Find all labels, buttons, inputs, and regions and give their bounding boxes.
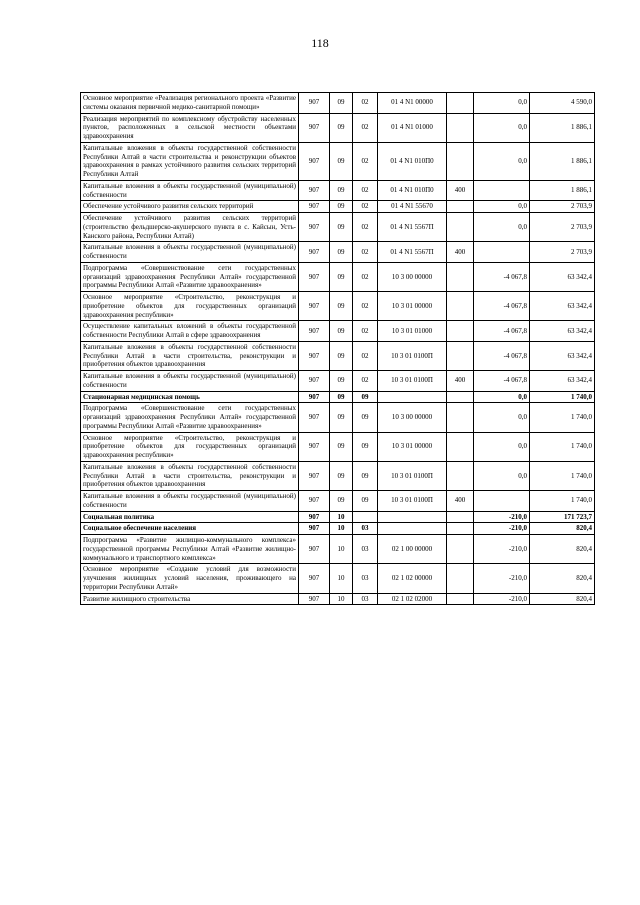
row-code-cell: 907 [299, 391, 330, 403]
row-type-cell [447, 113, 474, 142]
table-row [81, 321, 595, 342]
row-sum-cell: 171 723,7 [530, 511, 595, 523]
row-section-cell: 09 [330, 391, 353, 403]
row-name-cell: Подпрограмма «Совершенствование сети государственных организаций здравоохранения Республики Алтай» государственной программы Республики Алтай «Развитие здравоохранения» [81, 403, 299, 432]
row-subsection-cell: 02 [353, 213, 378, 242]
row-code-cell: 907 [299, 593, 330, 605]
row-change-cell: -4 067,8 [474, 371, 530, 392]
table-row [81, 180, 595, 201]
row-name-cell: Основное мероприятие «Строительство, реконструкция и приобретение объектов для государственных организаций здравоохранения республики» [81, 432, 299, 461]
row-name-cell: Основное мероприятие «Реализация регионального проекта «Развитие системы оказания первичной медико-санитарной помощи» [81, 93, 299, 114]
row-change-cell [474, 180, 530, 201]
row-sum-cell: 1 740,0 [530, 403, 595, 432]
row-subsection-cell: 02 [353, 201, 378, 213]
row-type-cell [447, 292, 474, 321]
table-body [81, 93, 595, 605]
row-sum-cell: 4 590,0 [530, 93, 595, 114]
budget-table [80, 92, 595, 605]
table-row [81, 491, 595, 512]
row-change-cell: -4 067,8 [474, 262, 530, 291]
row-subsection-cell: 03 [353, 535, 378, 564]
row-name-cell: Основное мероприятие «Строительство, реконструкция и приобретение объектов для государственных организаций здравоохранения республики» [81, 292, 299, 321]
row-sum-cell: 2 703,9 [530, 242, 595, 263]
row-code-cell: 907 [299, 564, 330, 593]
row-type-cell [447, 511, 474, 523]
table-row [81, 391, 595, 403]
row-name-cell: Подпрограмма «Совершенствование сети государственных организаций здравоохранения Республики Алтай» государственной программы Республики Алтай «Развитие здравоохранения» [81, 262, 299, 291]
row-section-cell: 10 [330, 511, 353, 523]
row-target-cell: 01 4 N1 01000 [378, 113, 447, 142]
row-section-cell: 09 [330, 93, 353, 114]
row-section-cell: 10 [330, 535, 353, 564]
row-name-cell: Капитальные вложения в объекты государственной собственности Республики Алтай в части строительства и реконструкции объектов здравоохранения в рамках устойчивого развития сельских территорий Республики Алтай [81, 142, 299, 180]
row-target-cell: 02 1 02 02000 [378, 593, 447, 605]
row-subsection-cell: 02 [353, 292, 378, 321]
row-target-cell: 01 4 N1 010П0 [378, 180, 447, 201]
table-row [81, 113, 595, 142]
row-target-cell: 10 3 01 0100П [378, 461, 447, 490]
row-target-cell: 02 1 00 00000 [378, 535, 447, 564]
row-code-cell: 907 [299, 523, 330, 535]
row-code-cell: 907 [299, 491, 330, 512]
row-change-cell: 0,0 [474, 201, 530, 213]
row-code-cell: 907 [299, 201, 330, 213]
row-subsection-cell: 02 [353, 180, 378, 201]
page-number: 118 [311, 36, 329, 50]
row-section-cell: 09 [330, 491, 353, 512]
row-subsection-cell: 02 [353, 142, 378, 180]
row-target-cell [378, 523, 447, 535]
row-section-cell: 09 [330, 142, 353, 180]
table-row [81, 523, 595, 535]
row-name-cell: Развитие жилищного строительства [81, 593, 299, 605]
row-type-cell [447, 142, 474, 180]
row-section-cell: 10 [330, 523, 353, 535]
row-type-cell: 400 [447, 371, 474, 392]
row-type-cell [447, 403, 474, 432]
row-name-cell: Капитальные вложения в объекты государственной собственности Республики Алтай в части строительства, реконструкции и приобретения объектов здравоохранения [81, 341, 299, 370]
row-sum-cell: 1 886,1 [530, 142, 595, 180]
row-section-cell: 10 [330, 593, 353, 605]
row-section-cell: 09 [330, 201, 353, 213]
row-target-cell [378, 511, 447, 523]
row-subsection-cell: 02 [353, 93, 378, 114]
row-sum-cell: 820,4 [530, 523, 595, 535]
row-subsection-cell: 09 [353, 461, 378, 490]
row-type-cell: 400 [447, 242, 474, 263]
row-code-cell: 907 [299, 93, 330, 114]
row-change-cell: -210,0 [474, 564, 530, 593]
row-type-cell [447, 213, 474, 242]
table-row [81, 292, 595, 321]
row-name-cell: Капитальные вложения в объекты государственной (муниципальной) собственности [81, 180, 299, 201]
row-subsection-cell: 03 [353, 523, 378, 535]
row-type-cell [447, 262, 474, 291]
row-type-cell: 400 [447, 491, 474, 512]
row-change-cell: -210,0 [474, 511, 530, 523]
row-type-cell [447, 523, 474, 535]
row-sum-cell: 1 886,1 [530, 180, 595, 201]
row-subsection-cell: 03 [353, 564, 378, 593]
row-code-cell: 907 [299, 432, 330, 461]
row-sum-cell: 1 886,1 [530, 113, 595, 142]
row-section-cell: 09 [330, 262, 353, 291]
row-target-cell: 01 4 N1 00000 [378, 93, 447, 114]
row-target-cell: 10 3 01 00000 [378, 432, 447, 461]
row-change-cell: 0,0 [474, 432, 530, 461]
table-row [81, 461, 595, 490]
table-row [81, 341, 595, 370]
table-row [81, 593, 595, 605]
row-target-cell: 10 3 00 00000 [378, 262, 447, 291]
row-target-cell: 10 3 00 00000 [378, 403, 447, 432]
row-name-cell: Капитальные вложения в объекты государственной собственности Республики Алтай в части строительства, реконструкции и приобретения объектов здравоохранения [81, 461, 299, 490]
table-row [81, 403, 595, 432]
row-subsection-cell: 03 [353, 593, 378, 605]
table-row [81, 93, 595, 114]
row-name-cell: Капитальные вложения в объекты государственной (муниципальной) собственности [81, 491, 299, 512]
row-target-cell: 01 4 N1 55670 [378, 201, 447, 213]
row-type-cell [447, 564, 474, 593]
row-section-cell: 10 [330, 564, 353, 593]
row-subsection-cell: 09 [353, 403, 378, 432]
row-subsection-cell: 02 [353, 113, 378, 142]
row-code-cell: 907 [299, 371, 330, 392]
row-code-cell: 907 [299, 262, 330, 291]
row-sum-cell: 2 703,9 [530, 201, 595, 213]
row-code-cell: 907 [299, 461, 330, 490]
row-sum-cell: 1 740,0 [530, 391, 595, 403]
table-row [81, 242, 595, 263]
row-name-cell: Реализация мероприятий по комплексному обустройству населенных пунктов, расположенных в сельской местности объектами здравоохранения [81, 113, 299, 142]
row-subsection-cell [353, 511, 378, 523]
row-subsection-cell: 09 [353, 491, 378, 512]
row-change-cell: 0,0 [474, 391, 530, 403]
row-type-cell [447, 321, 474, 342]
row-target-cell [378, 391, 447, 403]
row-subsection-cell: 09 [353, 432, 378, 461]
table-row [81, 511, 595, 523]
row-name-cell: Осуществление капитальных вложений в объекты государственной собственности Республики Алтай в сфере здравоохранения [81, 321, 299, 342]
row-type-cell [447, 391, 474, 403]
table-row [81, 432, 595, 461]
row-sum-cell: 63 342,4 [530, 371, 595, 392]
row-change-cell: -210,0 [474, 593, 530, 605]
row-code-cell: 907 [299, 142, 330, 180]
row-change-cell: -4 067,8 [474, 341, 530, 370]
row-sum-cell: 63 342,4 [530, 341, 595, 370]
row-target-cell: 01 4 N1 5567П [378, 213, 447, 242]
row-type-cell [447, 432, 474, 461]
row-type-cell: 400 [447, 180, 474, 201]
row-sum-cell: 820,4 [530, 593, 595, 605]
row-sum-cell: 1 740,0 [530, 432, 595, 461]
row-section-cell: 09 [330, 461, 353, 490]
row-type-cell [447, 341, 474, 370]
row-section-cell: 09 [330, 180, 353, 201]
row-type-cell [447, 535, 474, 564]
row-sum-cell: 820,4 [530, 535, 595, 564]
row-code-cell: 907 [299, 113, 330, 142]
row-section-cell: 09 [330, 242, 353, 263]
row-subsection-cell: 02 [353, 262, 378, 291]
row-section-cell: 09 [330, 341, 353, 370]
row-subsection-cell: 09 [353, 391, 378, 403]
row-type-cell [447, 461, 474, 490]
row-name-cell: Социальное обеспечение населения [81, 523, 299, 535]
row-sum-cell: 2 703,9 [530, 213, 595, 242]
row-code-cell: 907 [299, 511, 330, 523]
table-row [81, 535, 595, 564]
row-name-cell: Подпрограмма «Развитие жилищно-коммунального комплекса» государственной программы Республики Алтай «Развитие жилищно-коммунального и транспортного комплекса» [81, 535, 299, 564]
row-target-cell: 01 4 N1 010П0 [378, 142, 447, 180]
row-name-cell: Обеспечение устойчивого развития сельских территорий [81, 201, 299, 213]
row-code-cell: 907 [299, 292, 330, 321]
row-type-cell [447, 201, 474, 213]
row-target-cell: 01 4 N1 5567П [378, 242, 447, 263]
row-sum-cell: 63 342,4 [530, 262, 595, 291]
row-subsection-cell: 02 [353, 341, 378, 370]
row-subsection-cell: 02 [353, 371, 378, 392]
table-row [81, 142, 595, 180]
row-change-cell: -4 067,8 [474, 292, 530, 321]
row-change-cell: -210,0 [474, 535, 530, 564]
row-code-cell: 907 [299, 403, 330, 432]
row-code-cell: 907 [299, 341, 330, 370]
row-section-cell: 09 [330, 113, 353, 142]
row-sum-cell: 1 740,0 [530, 491, 595, 512]
row-name-cell: Стационарная медицинская помощь [81, 391, 299, 403]
row-change-cell: 0,0 [474, 142, 530, 180]
row-subsection-cell: 02 [353, 242, 378, 263]
table-row [81, 262, 595, 291]
row-type-cell [447, 593, 474, 605]
row-section-cell: 09 [330, 403, 353, 432]
table-row [81, 213, 595, 242]
row-section-cell: 09 [330, 213, 353, 242]
row-change-cell: 0,0 [474, 113, 530, 142]
row-subsection-cell: 02 [353, 321, 378, 342]
row-type-cell [447, 93, 474, 114]
row-target-cell: 10 3 01 0100П [378, 491, 447, 512]
row-section-cell: 09 [330, 321, 353, 342]
row-target-cell: 10 3 01 00000 [378, 292, 447, 321]
row-change-cell [474, 242, 530, 263]
row-change-cell [474, 491, 530, 512]
row-name-cell: Капитальные вложения в объекты государственной (муниципальной) собственности [81, 371, 299, 392]
row-name-cell: Социальная политика [81, 511, 299, 523]
row-code-cell: 907 [299, 321, 330, 342]
table-row [81, 371, 595, 392]
row-section-cell: 09 [330, 371, 353, 392]
row-target-cell: 10 3 01 0100П [378, 341, 447, 370]
row-change-cell: 0,0 [474, 403, 530, 432]
row-change-cell: 0,0 [474, 93, 530, 114]
row-sum-cell: 63 342,4 [530, 321, 595, 342]
row-section-cell: 09 [330, 432, 353, 461]
row-section-cell: 09 [330, 292, 353, 321]
row-code-cell: 907 [299, 180, 330, 201]
row-change-cell: 0,0 [474, 461, 530, 490]
row-sum-cell: 63 342,4 [530, 292, 595, 321]
table-row [81, 201, 595, 213]
row-code-cell: 907 [299, 242, 330, 263]
row-change-cell: -4 067,8 [474, 321, 530, 342]
row-target-cell: 10 3 01 0100П [378, 371, 447, 392]
row-name-cell: Капитальные вложения в объекты государственной (муниципальной) собственности [81, 242, 299, 263]
row-name-cell: Основное мероприятие «Создание условий для возможности улучшения жилищных условий населения, проживающего на территории Республики Алтай» [81, 564, 299, 593]
row-code-cell: 907 [299, 213, 330, 242]
table-row [81, 564, 595, 593]
row-sum-cell: 1 740,0 [530, 461, 595, 490]
row-target-cell: 02 1 02 00000 [378, 564, 447, 593]
row-target-cell: 10 3 01 01000 [378, 321, 447, 342]
row-change-cell: -210,0 [474, 523, 530, 535]
row-sum-cell: 820,4 [530, 564, 595, 593]
row-name-cell: Обеспечение устойчивого развития сельских территорий (строительство фельдшерско-акушерского пункта в с. Кайсын, Усть-Канского района, Республики Алтай) [81, 213, 299, 242]
row-code-cell: 907 [299, 535, 330, 564]
row-change-cell: 0,0 [474, 213, 530, 242]
